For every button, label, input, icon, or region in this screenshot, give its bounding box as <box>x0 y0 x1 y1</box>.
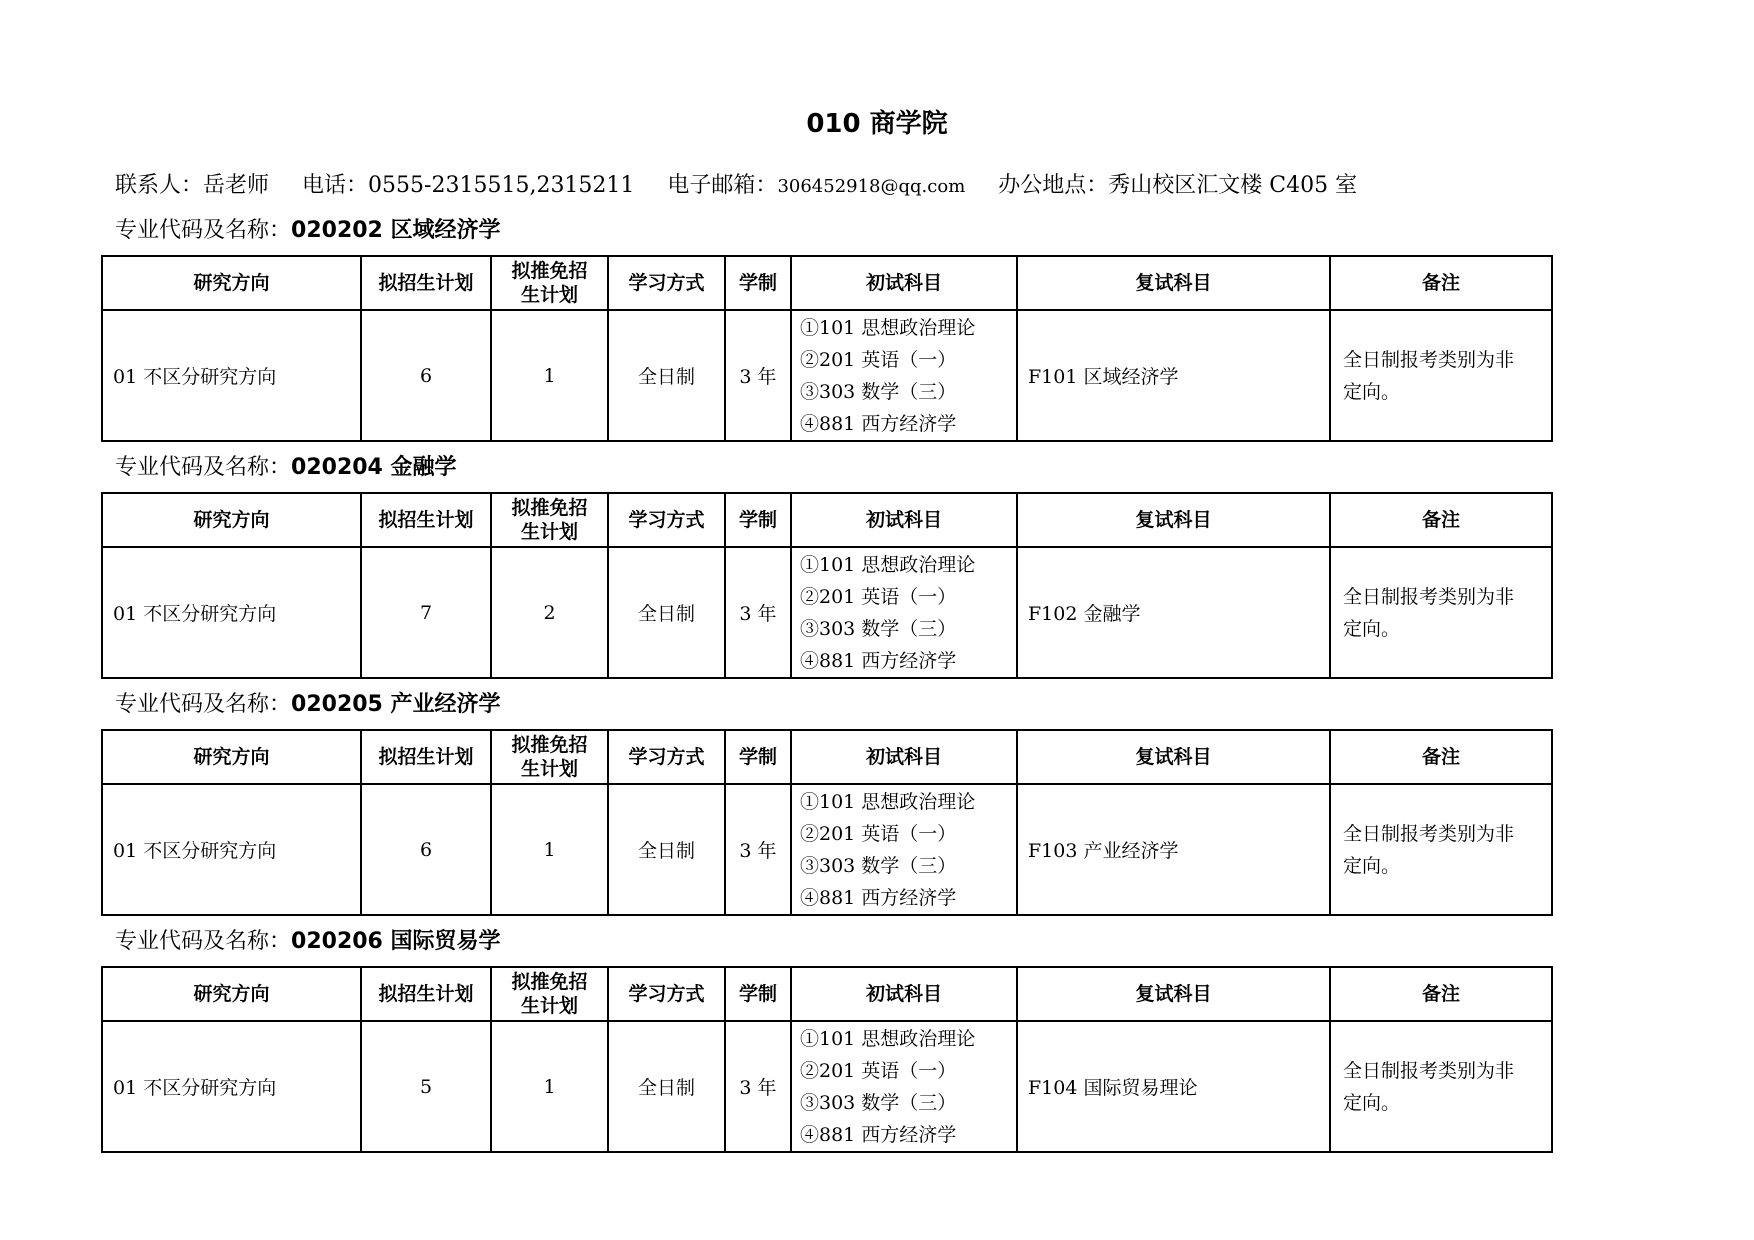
initial-subject: ①101 思想政治理论 <box>800 1027 976 1050</box>
cell-years: 3 年 <box>725 310 791 441</box>
major-code-name: 020204 金融学 <box>291 455 457 480</box>
cell-years: 3 年 <box>725 1021 791 1152</box>
contact-person-label: 联系人： <box>115 173 204 198</box>
header-exempt-line1: 拟推免招 <box>511 260 588 282</box>
contact-phone-value: 0555-2315515,2315211 <box>368 173 635 198</box>
cell-direction: 01 不区分研究方向 <box>102 1021 361 1152</box>
cell-initial-subjects <box>791 547 1017 678</box>
cell-plan: 7 <box>361 547 491 678</box>
header-plan: 拟招生计划 <box>361 730 491 784</box>
major-heading-prefix: 专业代码及名称： <box>115 692 292 717</box>
header-exempt-line2: 生计划 <box>520 758 578 780</box>
major-heading-prefix: 专业代码及名称： <box>115 929 292 954</box>
remark-line: 定向。 <box>1343 380 1401 403</box>
header-years: 学制 <box>725 730 791 784</box>
table-header-row <box>102 256 1552 310</box>
header-years: 学制 <box>725 493 791 547</box>
major-heading <box>101 444 1551 492</box>
remark-line: 全日制报考类别为非 <box>1343 822 1515 845</box>
header-mode: 学习方式 <box>608 967 725 1021</box>
initial-subject: ③303 数学（三） <box>800 1091 957 1114</box>
major-heading-prefix: 专业代码及名称： <box>115 455 292 480</box>
initial-subject: ③303 数学（三） <box>800 380 957 403</box>
initial-subject: ①101 思想政治理论 <box>800 316 976 339</box>
header-retest: 复试科目 <box>1017 730 1330 784</box>
header-remark: 备注 <box>1330 493 1552 547</box>
cell-initial-subjects <box>791 310 1017 441</box>
header-exempt-line2: 生计划 <box>520 521 578 543</box>
cell-retest: F102 金融学 <box>1017 547 1330 678</box>
cell-direction: 01 不区分研究方向 <box>102 784 361 915</box>
header-mode: 学习方式 <box>608 730 725 784</box>
major-section <box>101 207 1551 442</box>
major-code-name: 020202 区域经济学 <box>291 218 501 243</box>
table-header-row <box>102 967 1552 1021</box>
cell-years: 3 年 <box>725 784 791 915</box>
cell-initial-subjects <box>791 784 1017 915</box>
header-exempt-line2: 生计划 <box>520 995 578 1017</box>
header-exempt-line1: 拟推免招 <box>511 734 588 756</box>
cell-direction: 01 不区分研究方向 <box>102 547 361 678</box>
header-exempt <box>491 256 608 310</box>
initial-subject: ②201 英语（一） <box>800 585 957 608</box>
major-section <box>101 681 1551 916</box>
initial-subject: ①101 思想政治理论 <box>800 790 976 813</box>
major-table <box>101 729 1553 916</box>
header-plan: 拟招生计划 <box>361 493 491 547</box>
cell-plan: 5 <box>361 1021 491 1152</box>
header-years: 学制 <box>725 256 791 310</box>
initial-subject: ④881 西方经济学 <box>800 649 957 672</box>
major-code-name: 020206 国际贸易学 <box>291 929 501 954</box>
contact-person <box>115 173 269 198</box>
header-exempt <box>491 493 608 547</box>
header-exempt-line2: 生计划 <box>520 284 578 306</box>
cell-remark <box>1330 784 1552 915</box>
header-years: 学制 <box>725 967 791 1021</box>
header-retest: 复试科目 <box>1017 256 1330 310</box>
initial-subject: ①101 思想政治理论 <box>800 553 976 576</box>
initial-subject: ④881 西方经济学 <box>800 1123 957 1146</box>
contact-person-value: 岳老师 <box>203 173 270 198</box>
initial-subject: ③303 数学（三） <box>800 617 957 640</box>
major-heading <box>101 681 1551 729</box>
header-mode: 学习方式 <box>608 493 725 547</box>
cell-remark <box>1330 1021 1552 1152</box>
major-heading <box>101 207 1551 255</box>
header-initial: 初试科目 <box>791 493 1017 547</box>
remark-line: 全日制报考类别为非 <box>1343 585 1515 608</box>
remark-line: 定向。 <box>1343 1091 1401 1114</box>
header-remark: 备注 <box>1330 967 1552 1021</box>
initial-subject: ④881 西方经济学 <box>800 412 957 435</box>
table-row <box>102 547 1552 678</box>
initial-subject: ④881 西方经济学 <box>800 886 957 909</box>
cell-direction: 01 不区分研究方向 <box>102 310 361 441</box>
remark-line: 定向。 <box>1343 854 1401 877</box>
header-direction: 研究方向 <box>102 493 361 547</box>
contact-office-label: 办公地点： <box>998 173 1109 198</box>
remark-line: 定向。 <box>1343 617 1401 640</box>
header-plan: 拟招生计划 <box>361 256 491 310</box>
initial-subject: ②201 英语（一） <box>800 1059 957 1082</box>
header-plan: 拟招生计划 <box>361 967 491 1021</box>
contact-email-label: 电子邮箱： <box>667 173 778 198</box>
header-direction: 研究方向 <box>102 256 361 310</box>
major-table <box>101 255 1553 442</box>
cell-remark <box>1330 310 1552 441</box>
initial-subject: ③303 数学（三） <box>800 854 957 877</box>
contact-office-value: 秀山校区汇文楼 C405 室 <box>1108 173 1358 198</box>
major-heading <box>101 918 1551 966</box>
major-heading-prefix: 专业代码及名称： <box>115 218 292 243</box>
table-row <box>102 1021 1552 1152</box>
header-mode: 学习方式 <box>608 256 725 310</box>
cell-plan: 6 <box>361 784 491 915</box>
cell-exempt: 2 <box>491 547 608 678</box>
table-header-row <box>102 730 1552 784</box>
header-remark: 备注 <box>1330 730 1552 784</box>
contact-email-value[interactable]: 306452918@qq.com <box>777 176 966 197</box>
contact-office <box>998 173 1357 198</box>
header-retest: 复试科目 <box>1017 967 1330 1021</box>
table-row <box>102 310 1552 441</box>
header-exempt <box>491 730 608 784</box>
table-header-row <box>102 493 1552 547</box>
contact-phone-label: 电话： <box>302 173 369 198</box>
major-section <box>101 444 1551 679</box>
header-direction: 研究方向 <box>102 730 361 784</box>
cell-mode: 全日制 <box>608 547 725 678</box>
header-remark: 备注 <box>1330 256 1552 310</box>
cell-exempt: 1 <box>491 784 608 915</box>
cell-plan: 6 <box>361 310 491 441</box>
major-table <box>101 966 1553 1153</box>
header-exempt-line1: 拟推免招 <box>511 971 588 993</box>
cell-years: 3 年 <box>725 547 791 678</box>
cell-initial-subjects <box>791 1021 1017 1152</box>
contact-line <box>115 168 1383 199</box>
table-row <box>102 784 1552 915</box>
cell-remark <box>1330 547 1552 678</box>
major-section <box>101 918 1551 1153</box>
header-retest: 复试科目 <box>1017 493 1330 547</box>
cell-retest: F101 区域经济学 <box>1017 310 1330 441</box>
cell-exempt: 1 <box>491 310 608 441</box>
header-exempt-line1: 拟推免招 <box>511 497 588 519</box>
cell-exempt: 1 <box>491 1021 608 1152</box>
cell-mode: 全日制 <box>608 1021 725 1152</box>
cell-retest: F103 产业经济学 <box>1017 784 1330 915</box>
header-initial: 初试科目 <box>791 256 1017 310</box>
header-initial: 初试科目 <box>791 967 1017 1021</box>
contact-email <box>667 173 965 198</box>
remark-line: 全日制报考类别为非 <box>1343 1059 1515 1082</box>
page-title: 010 商学院 <box>806 109 948 139</box>
header-initial: 初试科目 <box>791 730 1017 784</box>
initial-subject: ②201 英语（一） <box>800 348 957 371</box>
contact-phone <box>302 173 634 198</box>
header-direction: 研究方向 <box>102 967 361 1021</box>
cell-mode: 全日制 <box>608 310 725 441</box>
major-code-name: 020205 产业经济学 <box>291 692 501 717</box>
header-exempt <box>491 967 608 1021</box>
initial-subject: ②201 英语（一） <box>800 822 957 845</box>
major-table <box>101 492 1553 679</box>
cell-retest: F104 国际贸易理论 <box>1017 1021 1330 1152</box>
remark-line: 全日制报考类别为非 <box>1343 348 1515 371</box>
cell-mode: 全日制 <box>608 784 725 915</box>
